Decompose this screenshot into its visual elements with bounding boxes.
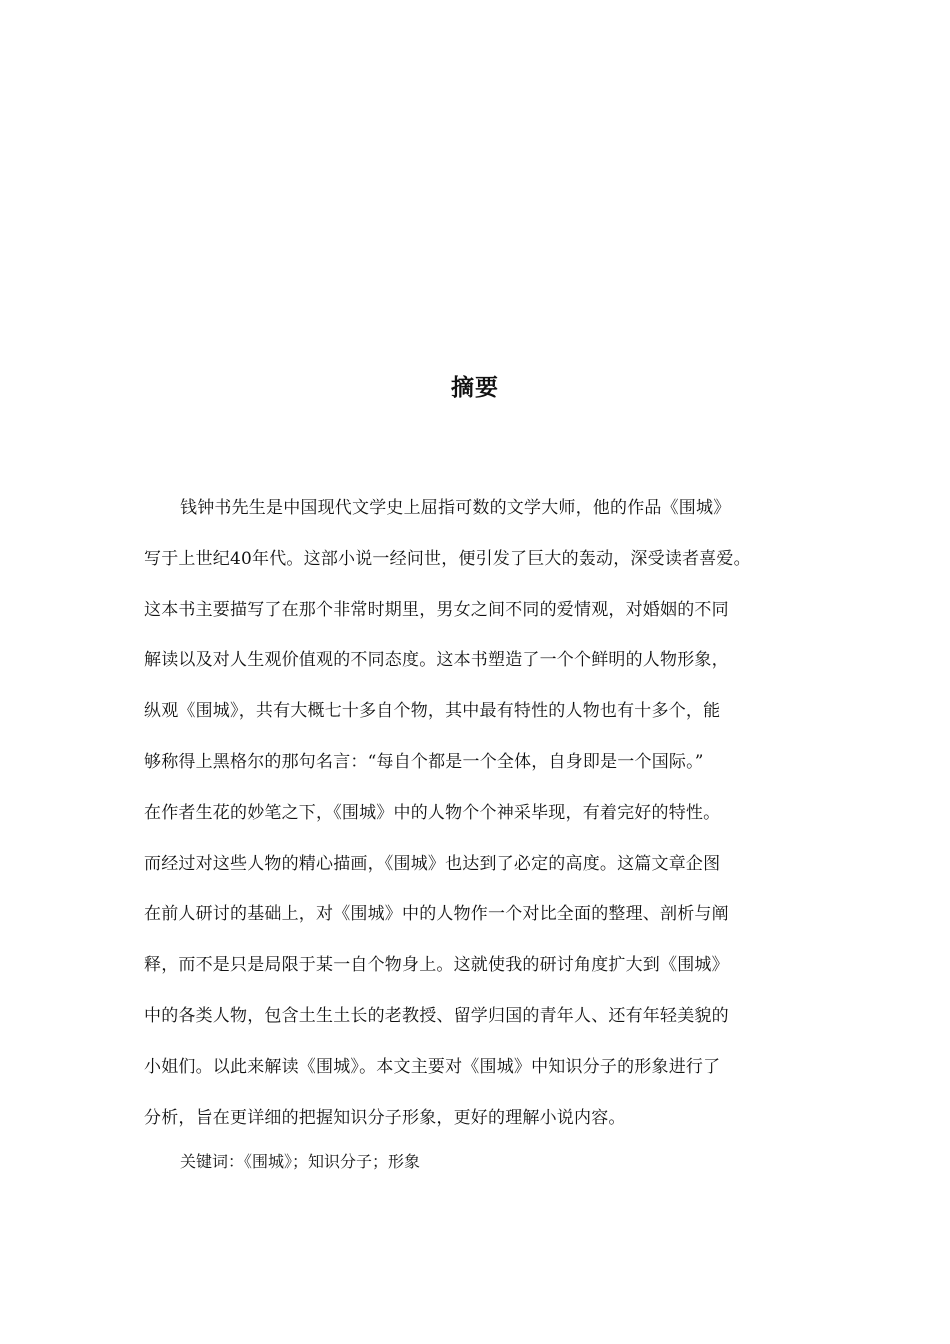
abstract-line: 在作者生花的妙笔之下，《围城》中的人物个个神采毕现，有着完好的特性。: [144, 802, 721, 823]
abstract-line: 在前人研讨的基础上，对《围城》中的人物作一个对比全面的整理、剖析与阐: [144, 904, 729, 925]
abstract-line: 解读以及对人生观价值观的不同态度。这本书塑造了一个个鲜明的人物形象，: [144, 650, 729, 671]
abstract-line: 钱钟书先生是中国现代文学史上屈指可数的文学大师，他的作品《围城》: [180, 498, 731, 518]
abstract-line: 中的各类人物，包含土生土长的老教授、留学归国的青年人、还有年轻美貌的: [144, 1005, 729, 1026]
abstract-line: 这本书主要描写了在那个非常时期里，男女之间不同的爱情观，对婚姻的不同: [144, 599, 729, 620]
abstract-body: [144, 490, 834, 1150]
abstract-line: 释，而不是只是局限于某一自个物身上。这就使我的研讨角度扩大到《围城》: [144, 955, 729, 976]
keywords: 关键词：《围城》；知识分子；形象: [180, 1152, 421, 1171]
abstract-line: 够称得上黑格尔的那句名言：“每自个都是一个全体，自身即是一个国际。”: [144, 751, 704, 772]
abstract-line: 而经过对这些人物的精心描画，《围城》也达到了必定的高度。这篇文章企图: [144, 853, 721, 874]
abstract-line: 分析，旨在更详细的把握知识分子形象，更好的理解小说内容。: [144, 1107, 626, 1128]
abstract-line: 小姐们。以此来解读《围城》。本文主要对《围城》中知识分子的形象进行了: [144, 1056, 721, 1077]
abstract-line: 纵观《围城》，共有大概七十多自个物，其中最有特性的人物也有十多个，能: [144, 701, 721, 722]
abstract-line: 写于上世纪40年代。这部小说一经问世，便引发了巨大的轰动，深受读者喜爱。: [144, 548, 751, 569]
page-title: 摘要: [451, 375, 499, 401]
